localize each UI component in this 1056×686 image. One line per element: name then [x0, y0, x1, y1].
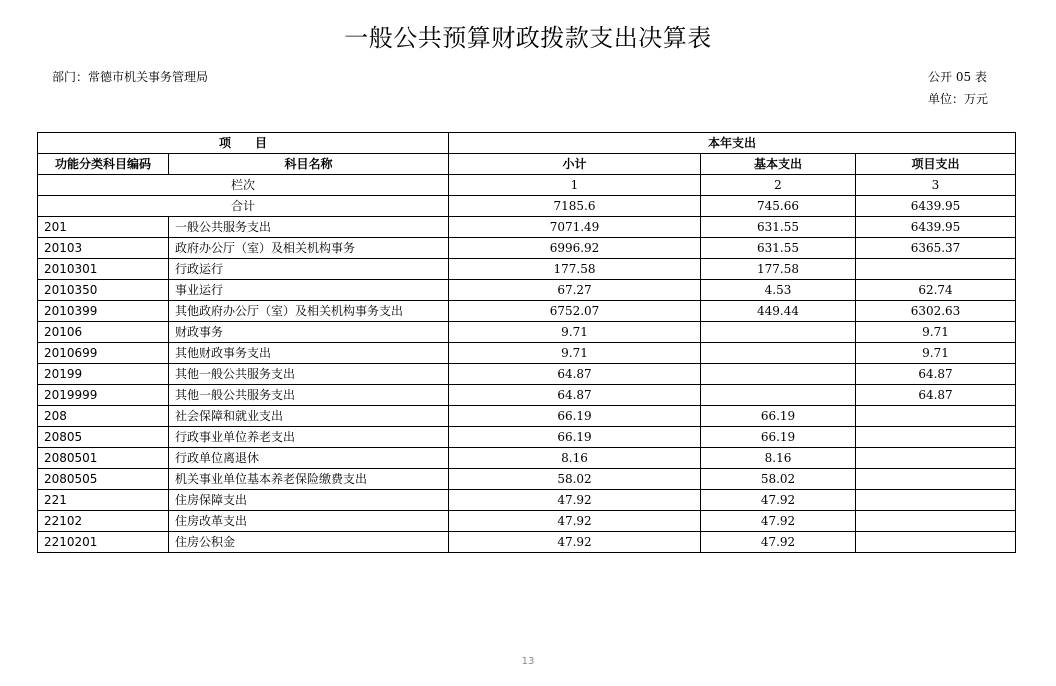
row-project: 6439.95	[856, 217, 1016, 238]
row-project	[856, 406, 1016, 427]
row-code: 208	[38, 406, 169, 427]
row-code: 20106	[38, 322, 169, 343]
total-row	[38, 196, 1016, 217]
row-project	[856, 490, 1016, 511]
row-code: 2010699	[38, 343, 169, 364]
row-name: 其他一般公共服务支出	[169, 385, 449, 406]
table-row	[38, 511, 1016, 532]
row-basic: 47.92	[701, 490, 856, 511]
row-code: 2010301	[38, 259, 169, 280]
table-row	[38, 490, 1016, 511]
column-number-row	[38, 175, 1016, 196]
row-basic: 47.92	[701, 511, 856, 532]
row-basic: 66.19	[701, 427, 856, 448]
row-project: 64.87	[856, 385, 1016, 406]
expenditure-table	[37, 132, 1016, 553]
row-name: 社会保障和就业支出	[169, 406, 449, 427]
row-project	[856, 427, 1016, 448]
row-basic	[701, 364, 856, 385]
header-code: 功能分类科目编码	[38, 154, 169, 175]
row-project	[856, 448, 1016, 469]
row-basic: 177.58	[701, 259, 856, 280]
table-row	[38, 385, 1016, 406]
page-number: 13	[521, 656, 535, 667]
row-name: 其他一般公共服务支出	[169, 364, 449, 385]
column-number-1: 1	[449, 175, 701, 196]
row-basic: 4.53	[701, 280, 856, 301]
header-basic: 基本支出	[701, 154, 856, 175]
row-name: 财政事务	[169, 322, 449, 343]
row-basic: 47.92	[701, 532, 856, 553]
row-subtotal: 64.87	[449, 364, 701, 385]
row-name: 机关事业单位基本养老保险缴费支出	[169, 469, 449, 490]
row-code: 2019999	[38, 385, 169, 406]
header-project: 项目支出	[856, 154, 1016, 175]
row-code: 20199	[38, 364, 169, 385]
row-subtotal: 8.16	[449, 448, 701, 469]
table-row	[38, 448, 1016, 469]
header-name: 科目名称	[169, 154, 449, 175]
table-row	[38, 469, 1016, 490]
table-row	[38, 364, 1016, 385]
row-name: 一般公共服务支出	[169, 217, 449, 238]
row-code: 2080505	[38, 469, 169, 490]
row-code: 201	[38, 217, 169, 238]
table-row	[38, 427, 1016, 448]
row-basic: 8.16	[701, 448, 856, 469]
header-current-year: 本年支出	[449, 133, 1016, 154]
row-code: 2010350	[38, 280, 169, 301]
row-subtotal: 66.19	[449, 427, 701, 448]
row-subtotal: 64.87	[449, 385, 701, 406]
row-project: 6365.37	[856, 238, 1016, 259]
row-subtotal: 47.92	[449, 490, 701, 511]
table-row	[38, 406, 1016, 427]
row-project: 62.74	[856, 280, 1016, 301]
row-name: 其他政府办公厅（室）及相关机构事务支出	[169, 301, 449, 322]
row-basic: 66.19	[701, 406, 856, 427]
row-basic	[701, 343, 856, 364]
total-project: 6439.95	[856, 196, 1016, 217]
row-code: 20103	[38, 238, 169, 259]
table-row	[38, 238, 1016, 259]
row-subtotal: 47.92	[449, 511, 701, 532]
row-subtotal: 67.27	[449, 280, 701, 301]
column-number-3: 3	[856, 175, 1016, 196]
total-basic: 745.66	[701, 196, 856, 217]
row-subtotal: 9.71	[449, 343, 701, 364]
row-code: 2210201	[38, 532, 169, 553]
row-name: 政府办公厅（室）及相关机构事务	[169, 238, 449, 259]
row-code: 221	[38, 490, 169, 511]
table-row	[38, 301, 1016, 322]
row-subtotal: 47.92	[449, 532, 701, 553]
row-code: 20805	[38, 427, 169, 448]
row-project	[856, 532, 1016, 553]
table-row	[38, 343, 1016, 364]
header-row-1	[38, 133, 1016, 154]
row-basic: 449.44	[701, 301, 856, 322]
table-row	[38, 532, 1016, 553]
unit-label: 单位：万元	[928, 92, 989, 106]
row-subtotal: 6752.07	[449, 301, 701, 322]
row-project	[856, 511, 1016, 532]
row-code: 22102	[38, 511, 169, 532]
row-project: 9.71	[856, 322, 1016, 343]
row-basic	[701, 385, 856, 406]
row-code: 2080501	[38, 448, 169, 469]
row-project: 9.71	[856, 343, 1016, 364]
column-number-2: 2	[701, 175, 856, 196]
row-name: 住房改革支出	[169, 511, 449, 532]
row-name: 住房保障支出	[169, 490, 449, 511]
row-name: 事业运行	[169, 280, 449, 301]
column-label: 栏次	[38, 175, 449, 196]
row-subtotal: 6996.92	[449, 238, 701, 259]
row-name: 行政运行	[169, 259, 449, 280]
row-basic: 631.55	[701, 238, 856, 259]
row-basic	[701, 322, 856, 343]
table-row	[38, 217, 1016, 238]
total-subtotal: 7185.6	[449, 196, 701, 217]
page-title: 一般公共预算财政拨款支出决算表	[344, 24, 712, 52]
header-subtotal: 小计	[449, 154, 701, 175]
row-code: 2010399	[38, 301, 169, 322]
table-row	[38, 259, 1016, 280]
total-label: 合计	[38, 196, 449, 217]
row-subtotal: 58.02	[449, 469, 701, 490]
row-subtotal: 177.58	[449, 259, 701, 280]
table-row	[38, 280, 1016, 301]
row-name: 住房公积金	[169, 532, 449, 553]
header-item: 项 目	[38, 133, 449, 154]
row-subtotal: 7071.49	[449, 217, 701, 238]
row-name: 其他财政事务支出	[169, 343, 449, 364]
table-code-label: 公开 05 表	[928, 70, 987, 84]
row-subtotal: 9.71	[449, 322, 701, 343]
table-row	[38, 322, 1016, 343]
row-project: 6302.63	[856, 301, 1016, 322]
row-basic: 58.02	[701, 469, 856, 490]
row-name: 行政事业单位养老支出	[169, 427, 449, 448]
row-project	[856, 259, 1016, 280]
header-row-2	[38, 154, 1016, 175]
row-subtotal: 66.19	[449, 406, 701, 427]
row-name: 行政单位离退休	[169, 448, 449, 469]
row-project: 64.87	[856, 364, 1016, 385]
row-project	[856, 469, 1016, 490]
row-basic: 631.55	[701, 217, 856, 238]
department-label: 部门：常德市机关事务管理局	[52, 70, 209, 84]
